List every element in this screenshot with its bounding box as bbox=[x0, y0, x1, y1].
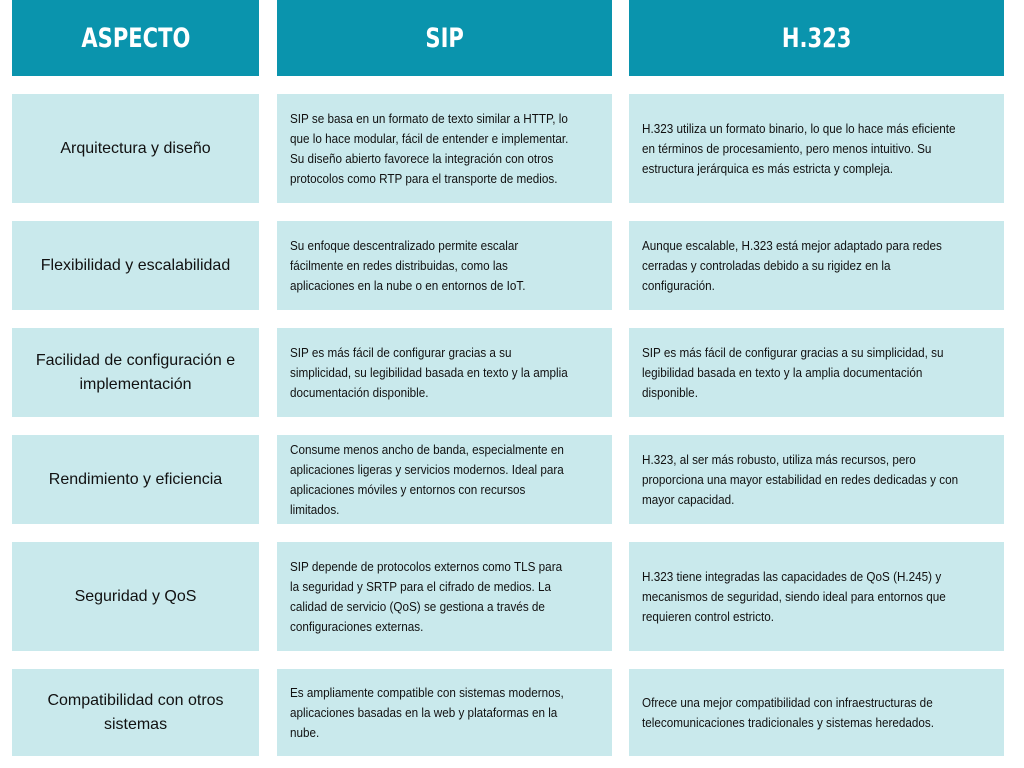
row-6-aspect-label: Compatibilidad con otros sistemas bbox=[47, 691, 224, 733]
row-1-sip bbox=[277, 94, 612, 203]
row-2-sip bbox=[277, 221, 612, 310]
row-1-sip-text: SIP se basa en un formato de texto similar a HTTP, lo que lo hace modular, fácil de entender e implementar. Su diseño abierto favorece la integración con otros protocolos como RTP para el transporte de medios. bbox=[290, 110, 569, 186]
row-5-sip bbox=[277, 542, 612, 651]
row-1-aspect-label: Arquitectura y diseño bbox=[60, 139, 211, 157]
row-5-sip-text: SIP depende de protocolos externos como TLS para la seguridad y SRTP para el cifrado de medios. La calidad de servicio (QoS) se gestiona a través de configuraciones externas. bbox=[290, 558, 563, 634]
row-3-h323-text: SIP es más fácil de configurar gracias a su simplicidad, su legibilidad basada en texto y la amplia documentación disponible. bbox=[642, 344, 944, 400]
row-1-h323-text: H.323 utiliza un formato binario, lo que lo hace más eficiente en términos de procesamiento, pero menos intuitivo. Su estructura jerárquica es más estricta y compleja. bbox=[642, 120, 956, 176]
row-3-aspect-label: Facilidad de configuración e implementación bbox=[35, 351, 236, 393]
row-3-aspect bbox=[12, 328, 259, 417]
row-2-h323 bbox=[629, 221, 1004, 310]
row-6-aspect bbox=[12, 669, 259, 756]
row-4-aspect-label: Rendimiento y eficiencia bbox=[48, 470, 223, 488]
row-2-aspect bbox=[12, 221, 259, 310]
row-3-sip bbox=[277, 328, 612, 417]
row-1-h323 bbox=[629, 94, 1004, 203]
header-aspecto bbox=[12, 0, 259, 76]
row-2-h323-text: Aunque escalable, H.323 está mejor adaptado para redes cerradas y controladas debido a su rigidez en la configuración. bbox=[642, 237, 942, 293]
row-5-h323-text: H.323 tiene integradas las capacidades de QoS (H.245) y mecanismos de seguridad, siendo ideal para entornos que requieren control estricto. bbox=[642, 568, 946, 624]
row-6-h323 bbox=[629, 669, 1004, 756]
row-2-aspect-label: Flexibilidad y escalabilidad bbox=[40, 256, 231, 274]
row-6-sip-text: Es ampliamente compatible con sistemas modernos, aplicaciones basadas en la web y plataformas en la nube. bbox=[290, 684, 564, 740]
row-3-sip-text: SIP es más fácil de configurar gracias a su simplicidad, su legibilidad basada en texto y la amplia documentación disponible. bbox=[290, 344, 568, 400]
row-5-aspect-label: Seguridad y QoS bbox=[74, 587, 197, 605]
row-5-h323 bbox=[629, 542, 1004, 651]
header-aspecto-label: ASPECTO bbox=[80, 22, 191, 54]
row-4-h323 bbox=[629, 435, 1004, 524]
row-2-sip-text: Su enfoque descentralizado permite escalar fácilmente en redes distribuidas, como las aplicaciones en la nube o en entornos de IoT. bbox=[290, 237, 526, 293]
header-h323 bbox=[629, 0, 1004, 76]
row-6-h323-text: Ofrece una mejor compatibilidad con infraestructuras de telecomunicaciones tradicionales y sistemas heredados. bbox=[642, 694, 935, 730]
row-4-aspect bbox=[12, 435, 259, 524]
row-4-h323-text: H.323, al ser más robusto, utiliza más recursos, pero proporciona una mayor estabilidad en redes dedicadas y con mayor capacidad. bbox=[642, 451, 959, 507]
row-4-sip-text: Consume menos ancho de banda, especialmente en aplicaciones ligeras y servicios modernos. Ideal para aplicaciones móviles y entornos con recursos limitados. bbox=[290, 441, 564, 517]
header-sip bbox=[277, 0, 612, 76]
header-sip-label: SIP bbox=[425, 22, 464, 54]
header-h323-label: H.323 bbox=[781, 22, 852, 54]
row-5-aspect bbox=[12, 542, 259, 651]
row-3-h323 bbox=[629, 328, 1004, 417]
row-6-sip bbox=[277, 669, 612, 756]
row-1-aspect bbox=[12, 94, 259, 203]
row-4-sip bbox=[277, 435, 612, 524]
